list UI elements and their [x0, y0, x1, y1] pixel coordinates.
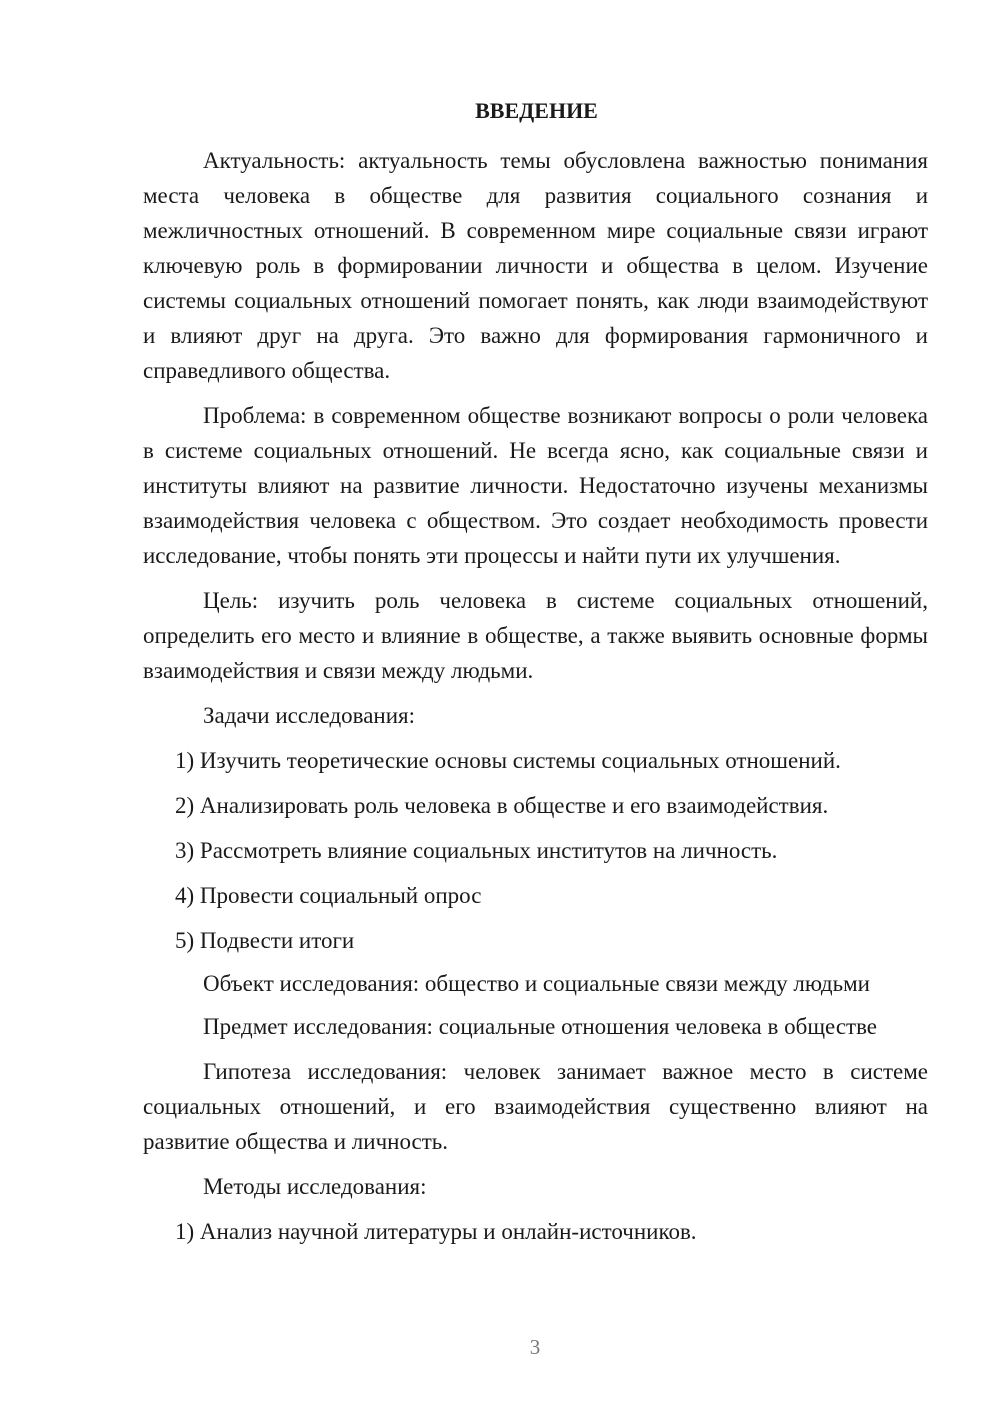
tasks-list	[143, 743, 928, 958]
list-item-method-1: 1) Анализ научной литературы и онлайн-источников.	[175, 1219, 697, 1244]
list-item-task-1: 1) Изучить теоретические основы системы социальных отношений.	[175, 748, 841, 773]
paragraph-relevance: Актуальность: актуальность темы обусловлена важностью понимания места человека в обществе для развития социального сознания и межличностных отношений. В современном мире социальные связи играют ключевую роль в формировании личности и общества в целом. Изучение системы социальных отношений помогает понять, как люди взаимодействуют и влияют друг на друга. Это важно для формирования гармоничного и справедливого общества.	[143, 148, 928, 383]
methods-list	[143, 1214, 928, 1249]
list-item-task-3: 3) Рассмотреть влияние социальных институтов на личность.	[175, 838, 778, 863]
paragraph-goal: Цель: изучить роль человека в системе социальных отношений, определить его место и влияние в обществе, а также выявить основные формы взаимодействия и связи между людьми.	[143, 588, 928, 683]
paragraph-problem: Проблема: в современном обществе возникают вопросы о роли человека в системе социальных отношений. Не всегда ясно, как социальные связи и институты влияют на развитие личности. Недостаточно изучены механизмы взаимодействия человека с обществом. Это создает необходимость провести исследование, чтобы понять эти процессы и найти пути их улучшения.	[143, 403, 928, 568]
methods-title: Методы исследования:	[203, 1174, 427, 1199]
paragraph-hypothesis: Гипотеза исследования: человек занимает важное место в системе социальных отношений, и его взаимодействия существенно влияют на развитие общества и личность.	[143, 1059, 928, 1154]
list-item-task-5: 5) Подвести итоги	[175, 928, 355, 953]
page-number: 3	[529, 1335, 541, 1359]
list-item-task-2: 2) Анализировать роль человека в обществе и его взаимодействия.	[175, 793, 829, 818]
paragraph-object: Объект исследования: общество и социальные связи между людьми	[203, 971, 870, 996]
page-content	[143, 93, 928, 1259]
list-item-task-4: 4) Провести социальный опрос	[175, 883, 482, 908]
section-heading: ВВЕДЕНИЕ	[475, 98, 598, 123]
paragraph-subject: Предмет исследования: социальные отношения человека в обществе	[203, 1014, 878, 1039]
tasks-title: Задачи исследования:	[203, 703, 416, 728]
